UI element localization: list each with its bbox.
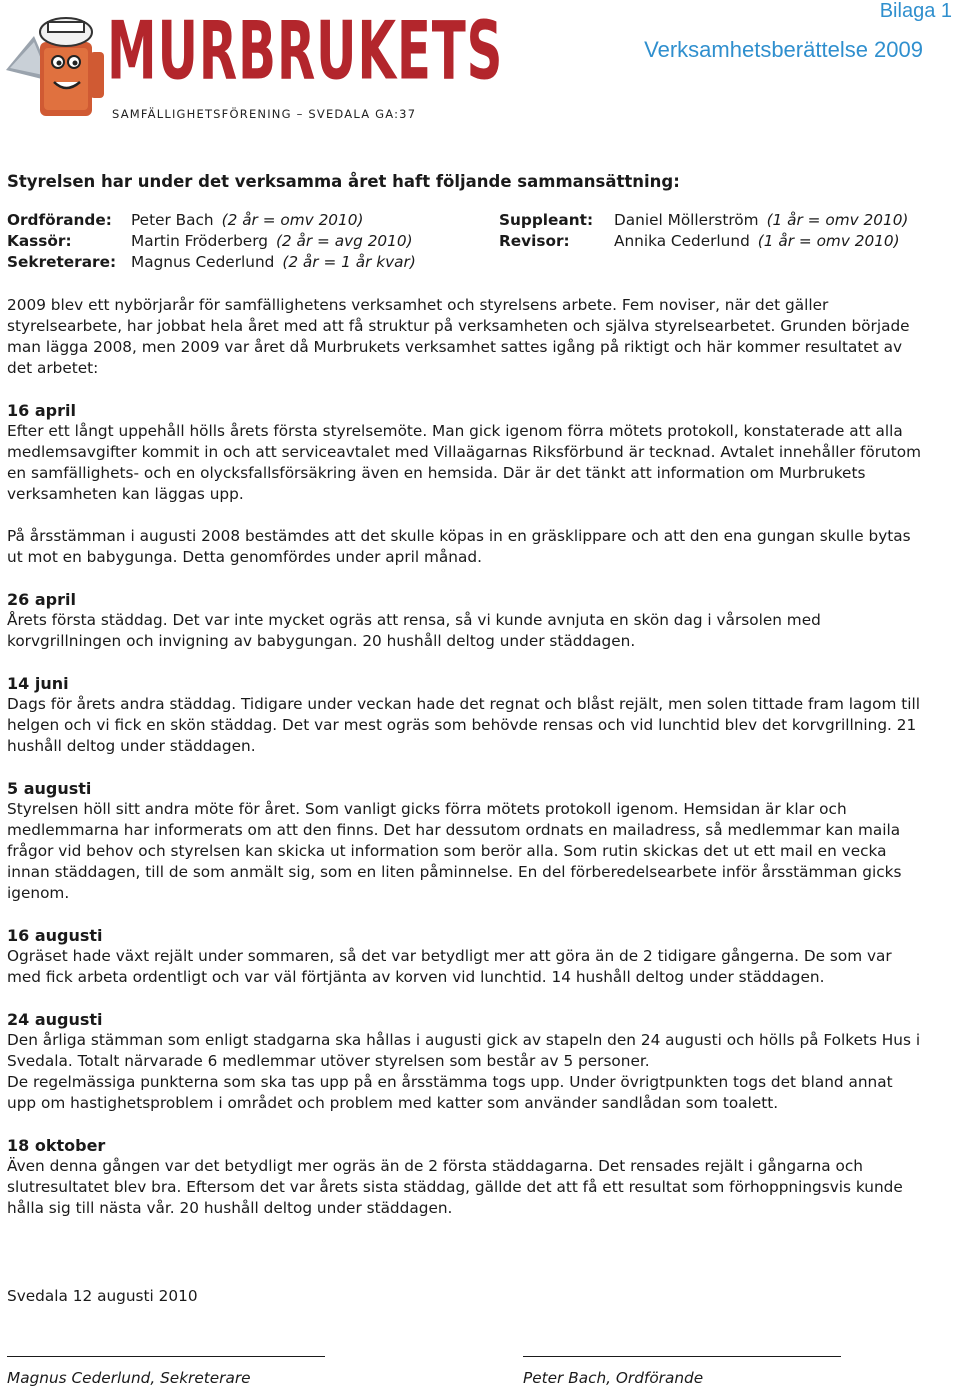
section-text: Dags för årets andra städdag. Tidigare under veckan hade det regnat och blåst rejält, men solen tittade fram lagom till helgen och vi fick en skön städdag. Det var mest ogräs som behövde rensas och vid lunchtid blev det korvgrillning. 21 hushåll deltog under städdagen. <box>7 695 921 755</box>
member-term: (2 år = omv 2010) <box>221 211 364 229</box>
member-term: (2 år = avg 2010) <box>275 232 413 250</box>
section-14-juni <box>7 673 925 757</box>
section-text: Även denna gången var det betydligt mer ogräs än de 2 första städdagarna. Det rensades rejält i gångarna och slutresultatet blev bra. Eftersom det var årets sista städdag, gällde det att få ett resultat som förhoppningsvis kunde hålla sig till nästa vår. 20 hushåll deltog under städdagen. <box>7 1157 903 1217</box>
member-name: Magnus Cederlund <box>131 253 275 271</box>
document-title: Verksamhetsberättelse 2009 <box>644 37 923 62</box>
appendix-label: Bilaga 1 <box>879 0 952 22</box>
board-row-chair <box>7 210 487 231</box>
signature-secretary: Magnus Cederlund, Sekreterare <box>7 1356 325 1389</box>
role-label: Revisor: <box>499 232 570 250</box>
member-term: (2 år = 1 år kvar) <box>282 253 416 271</box>
mason-trowel-logo-icon <box>4 12 110 120</box>
board-row-auditor <box>499 231 925 252</box>
section-16-augusti <box>7 925 925 988</box>
member-name: Annika Cederlund <box>614 232 750 250</box>
section-18-oktober <box>7 1135 925 1219</box>
member-name: Martin Fröderberg <box>131 232 268 250</box>
member-term: (1 år = omv 2010) <box>766 211 909 229</box>
section-heading: 18 oktober <box>7 1136 106 1155</box>
section-heading: 26 april <box>7 590 76 609</box>
section-text: Styrelsen höll sitt andra möte för året. Som vanligt gicks förra mötets protokoll igenom. Hemsidan är klar och medlemmarna har informerats om att den finns. Det har dessutom ordnats en mailadress, så medlemmar kan maila frågor vid behov och styrelsen kan skicka ut information som berör alla. Som rutin skickas det ut ett mail en vecka innan städdagen, till de som anmält sig, som en liten påminnelse. En del förberedelsearbete inför årsstämman gicks igenom. <box>7 800 902 902</box>
signature-chair: Peter Bach, Ordförande <box>523 1356 841 1389</box>
section-5-augusti <box>7 778 925 904</box>
member-term: (1 år = omv 2010) <box>757 232 900 250</box>
role-label: Sekreterare: <box>7 253 117 271</box>
member-name: Daniel Möllerström <box>614 211 759 229</box>
board-composition <box>7 210 925 273</box>
section-24-augusti <box>7 1009 925 1114</box>
board-row-deputy <box>499 210 925 231</box>
member-name: Peter Bach <box>131 211 214 229</box>
section-text: Årets första städdag. Det var inte mycket ogräs att rensa, så vi kunde avnjuta en skön dag i vårsolen med korvgrillningen och invigning av babygungan. 20 hushåll deltog under städdagen. <box>7 611 821 650</box>
role-label: Suppleant: <box>499 211 594 229</box>
role-label: Ordförande: <box>7 211 112 229</box>
section-text: Ogräset hade växt rejält under sommaren, så det var betydligt mer att göra än de 2 tidigare gångerna. De som var med fick arbeta ordentligt och var väl förtjänta av korven vid lunchtid. 14 hushåll deltog under städdagen. <box>7 947 892 986</box>
board-row-treasurer <box>7 231 487 252</box>
section-heading: 14 juni <box>7 674 69 693</box>
section-heading: 16 april <box>7 401 76 420</box>
section-heading: 24 augusti <box>7 1010 103 1029</box>
section-text: Efter ett långt uppehåll hölls årets första styrelsemöte. Man gick igenom förra mötets protokoll, konstaterade att alla medlemsavgifter kommit in och att serviceavtalet med Villaägarnas Riksförbund är tecknad. Avtalet innehåller förutom en samfällighets- och en olycksfallsförsäkring även en hemsida. Där är det tänkt att information om Murbrukets verksamheten kan läggas upp. <box>7 422 921 503</box>
section-text: På årsstämman i augusti 2008 bestämdes att det skulle köpas in en gräsklippare och att den ena gungan skulle bytas ut mot en babygunga. Detta genomfördes under april månad. <box>7 527 911 566</box>
document-body <box>7 171 925 1240</box>
intro-paragraph: 2009 blev ett nybörjarår för samfällighetens verksamhet och styrelsens arbete. Fem noviser, när det gäller styrelsearbete, har jobbat hela året med att få struktur på verksamheten och själva styrelsearbetet. Grunden började man lägga 2008, men 2009 var året då Murbrukets verksamhet sattes igång på riktigt och här kommer resultatet av det arbetet: <box>7 296 910 377</box>
place-and-date: Svedala 12 augusti 2010 <box>7 1287 198 1305</box>
section-16-april <box>7 400 925 505</box>
page-header <box>0 0 960 140</box>
logo-subtitle: SAMFÄLLIGHETSFÖRENING – SVEDALA GA:37 <box>112 107 417 121</box>
section-text: Den årliga stämman som enligt stadgarna ska hållas i augusti gick av stapeln den 24 augusti och hölls på Folkets Hus i Svedala. Totalt närvarade 6 medlemmar utöver styrelsen som består av 5 personer. <box>7 1031 921 1070</box>
section-heading: 16 augusti <box>7 926 103 945</box>
logo-wordmark: MURBRUKETS <box>107 5 504 99</box>
section-text: De regelmässiga punkterna som ska tas upp på en årsstämma togs upp. Under övrigtpunkten togs det bland annat upp om hastighetsproblem i området och problem med katter som använder sandlådan som toalett. <box>7 1073 893 1112</box>
role-label: Kassör: <box>7 232 72 250</box>
section-26-april <box>7 589 925 652</box>
board-heading: Styrelsen har under det verksamma året haft följande sammansättning: <box>7 172 680 191</box>
section-lawnmower <box>7 526 925 568</box>
board-row-secretary <box>7 252 487 273</box>
section-heading: 5 augusti <box>7 779 92 798</box>
